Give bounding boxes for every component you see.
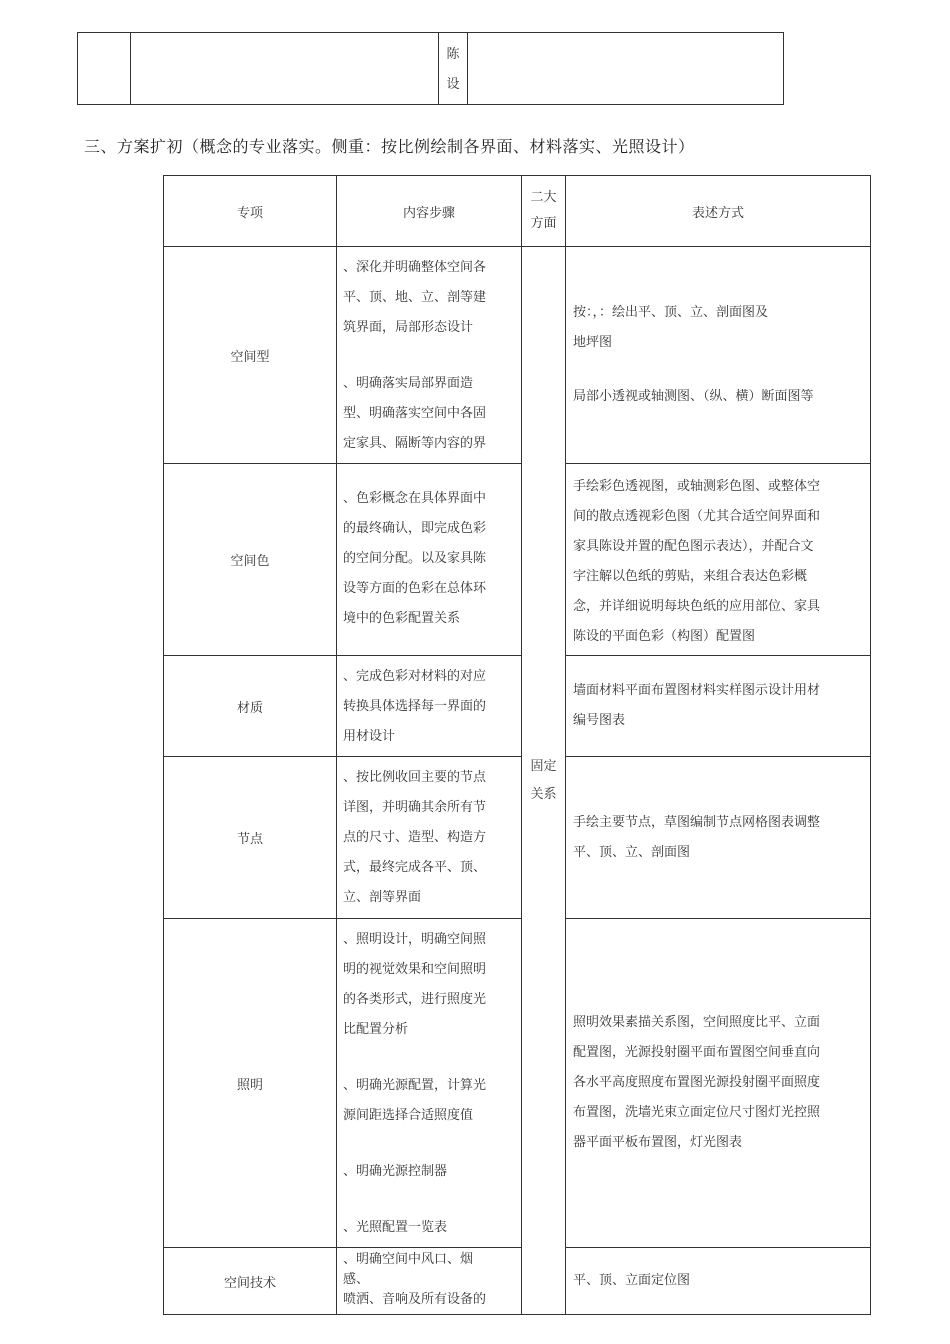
method-line: 间的散点透视彩色图（尤其合适空间界面和 — [573, 509, 821, 524]
step-line: 设等方面的色彩在总体环 — [343, 581, 487, 596]
method-line: 配置图，光源投射圈平面布置图空间垂直向 — [573, 1045, 821, 1060]
step-line: 、照明设计，明确空间照 — [343, 932, 487, 947]
step-line: 用材设计 — [343, 729, 396, 744]
method-line: 平、顶、立面定位图 — [573, 1273, 691, 1288]
row-method — [566, 656, 871, 757]
method-line: 平、顶、立、剖面图 — [573, 844, 691, 860]
step-line: 筑界面，局部形态设计 — [343, 320, 474, 335]
top-partial-table — [77, 32, 784, 105]
method-line: 照明效果素描关系图，空间照度比平、立面 — [573, 1015, 821, 1030]
step-line: 、明确空间中风口、烟 — [343, 1252, 474, 1267]
top-vertical-char: 设 — [446, 76, 460, 92]
row-method — [566, 247, 871, 464]
header-aspect — [522, 176, 566, 247]
section-heading: 三、方案扩初（概念的专业落实。侧重：按比例绘制各界面、材料落实、光照设计） — [84, 137, 695, 156]
step-line: 、明确光源控制器 — [343, 1164, 448, 1179]
row-subject: 照明 — [164, 919, 337, 1248]
method-line: 按：，：绘出平、顶、立、剖面图及 — [573, 305, 769, 320]
table-header-row — [164, 176, 871, 247]
step-line: 源间距选择合适照度值 — [343, 1108, 474, 1123]
method-line: 手绘彩色透视图，或轴测彩色图、或整体空 — [573, 479, 821, 494]
step-line: 型、明确落实空间中各固 — [343, 406, 487, 421]
row-subject: 材质 — [164, 656, 337, 757]
step-line: 式，最终完成各平、顶、 — [343, 860, 487, 875]
top-empty-cell-1 — [78, 33, 131, 105]
step-line: 的最终确认，即完成色彩 — [343, 521, 487, 536]
method-line: 局部小透视或轴测图、（纵、横）断面图等 — [573, 389, 814, 404]
step-line: 明的视觉效果和空间照明 — [343, 962, 487, 977]
step-line: 、深化并明确整体空间各 — [343, 260, 487, 275]
row-steps — [337, 247, 522, 464]
header-subject: 专项 — [164, 176, 337, 247]
header-steps: 内容步骤 — [337, 176, 522, 247]
method-line: 编号图表 — [573, 713, 626, 728]
table-row — [164, 919, 871, 1248]
row-subject: 空间技术 — [164, 1248, 337, 1315]
method-line: 念，并详细说明每块色纸的应用部位、家具 — [573, 599, 821, 614]
method-line: 字注解以色纸的剪贴，来组合表达色彩概 — [573, 569, 808, 584]
step-line: 点的尺寸、造型、构造方 — [343, 830, 487, 845]
row-method — [566, 464, 871, 656]
header-aspect-line: 方面 — [530, 216, 557, 231]
method-line: 布置图，洗墙光束立面定位尺寸图灯光控照 — [573, 1105, 821, 1120]
method-line: 地坪图 — [573, 335, 613, 350]
step-line: 感、 — [343, 1272, 370, 1287]
row-steps — [337, 1248, 522, 1315]
step-line: 、光照配置一览表 — [343, 1220, 448, 1235]
top-vertical-char: 陈 — [446, 46, 460, 62]
step-line: 立、剖等界面 — [343, 890, 422, 905]
row-subject: 空间型 — [164, 247, 337, 464]
top-vertical-text-cell — [439, 33, 468, 105]
row-subject: 空间色 — [164, 464, 337, 656]
row-steps — [337, 919, 522, 1248]
step-line: 的各类形式，进行照度光 — [343, 992, 487, 1007]
step-line: 喷洒、音响及所有设备的 — [343, 1292, 487, 1307]
top-empty-cell-4 — [468, 33, 784, 105]
top-empty-cell-2 — [131, 33, 439, 105]
step-line: 、完成色彩对材料的对应 — [343, 669, 487, 684]
row-method — [566, 1248, 871, 1315]
step-line: 、明确光源配置，计算光 — [343, 1078, 487, 1093]
row-steps — [337, 656, 522, 757]
step-line: 、明确落实局部界面造 — [343, 376, 474, 391]
row-steps — [337, 464, 522, 656]
step-line: 转换具体选择每一界面的 — [343, 699, 487, 714]
design-expansion-table — [163, 175, 871, 1315]
step-line: 定家具、隔断等内容的界 — [343, 436, 487, 451]
step-line: 的空间分配。以及家具陈 — [343, 551, 487, 566]
method-line: 家具陈设并置的配色图示表达），并配合文 — [573, 539, 814, 554]
relation-line: 固定 — [530, 758, 557, 774]
step-line: 详图，并明确其余所有节 — [343, 800, 487, 815]
step-line: 、按比例收回主要的节点 — [343, 770, 487, 785]
table-row — [164, 464, 871, 656]
row-method — [566, 919, 871, 1248]
header-aspect-line: 二大 — [530, 190, 557, 205]
step-line: 比配置分析 — [343, 1022, 409, 1037]
row-steps — [337, 757, 522, 919]
fixed-relation-cell — [522, 247, 566, 1315]
method-line: 陈设的平面色彩（构图）配置图 — [573, 629, 756, 644]
row-subject: 节点 — [164, 757, 337, 919]
step-line: 、色彩概念在具体界面中 — [343, 491, 487, 506]
method-line: 墙面材料平面布置图材料实样图示设计用材 — [573, 683, 821, 698]
table-row — [164, 1248, 871, 1315]
table-row — [164, 757, 871, 919]
step-line: 平、顶、地、立、剖等建 — [343, 290, 487, 305]
method-line: 各水平高度照度布置图光源投射圈平面照度 — [573, 1075, 821, 1090]
row-method — [566, 757, 871, 919]
table-row — [164, 656, 871, 757]
step-line: 境中的色彩配置关系 — [343, 611, 461, 626]
header-method: 表述方式 — [566, 176, 871, 247]
method-line: 器平面平板布置图，灯光图表 — [573, 1135, 743, 1150]
table-row — [164, 247, 871, 464]
method-line: 手绘主要节点，草图编制节点网格图表调整 — [573, 814, 821, 830]
relation-line: 关系 — [530, 786, 557, 802]
